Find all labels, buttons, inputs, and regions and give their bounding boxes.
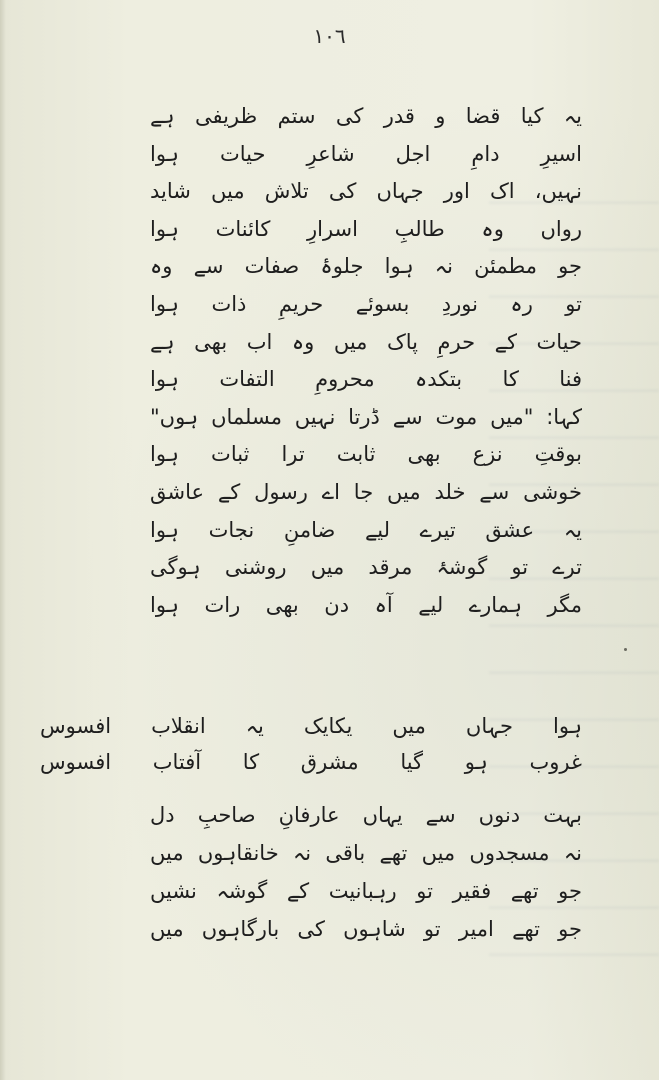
verse-line: جو تھے امیر تو شاہوں کی بارگاہوں میں [150,917,582,941]
verse-line: نہ مسجدوں میں تھے باقی نہ خانقاہوں میں [150,841,582,865]
verse-line: ترے تو گوشۂ مرقد میں روشنی ہوگی [150,555,582,580]
verse-line: جو مطمئن نہ ہوا جلوۂ صفات سے وہ [150,254,582,279]
verse-line: کہا: "میں موت سے ڈرتا نہیں مسلماں ہوں" [150,404,582,429]
verse-line: فنا کا بتکدہ محرومِ التفات ہوا [150,367,582,392]
verse-line: بوقتِ نزع بھی ثابت ترا ثبات ہوا [150,442,582,467]
poem-stanza-1 [150,98,582,624]
paper-speck [624,648,627,651]
poem-stanza-2 [40,708,582,780]
verse-line: رواں وہ طالبِ اسرارِ کائنات ہوا [150,216,582,241]
poem-stanza-3 [150,796,582,948]
verse-line: ہوا جہاں میں یکایک یہ انقلاب افسوس [40,714,582,738]
verse-line: بہت دنوں سے یہاں عارفانِ صاحبِ دل [150,803,582,827]
verse-line: حیات کے حرمِ پاک میں وہ اب بھی ہے [150,329,582,354]
verse-line: یہ عشق تیرے لیے ضامنِ نجات ہوا [150,517,582,542]
verse-line: غروب ہو گیا مشرق کا آفتاب افسوس [40,750,582,774]
page-edge-shadow [0,0,6,1080]
page-number: ١٠٦ [313,24,346,48]
verse-line: مگر ہمارے لیے آہ دن بھی رات ہوا [150,592,582,617]
verse-line: نہیں، اک اور جہاں کی تلاش میں شاید [150,179,582,204]
verse-line: تو رہ نوردِ بسوئے حریمِ ذات ہوا [150,291,582,316]
verse-line: اسیرِ دامِ اجل شاعرِ حیات ہوا [150,141,582,166]
verse-line: خوشی سے خلد میں جا اے رسول کے عاشق [150,479,582,504]
verse-line: جو تھے فقیر تو رہبانیت کے گوشہ نشیں [150,879,582,903]
verse-line: یہ کیا قضا و قدر کی ستم ظریفی ہے [150,104,582,128]
